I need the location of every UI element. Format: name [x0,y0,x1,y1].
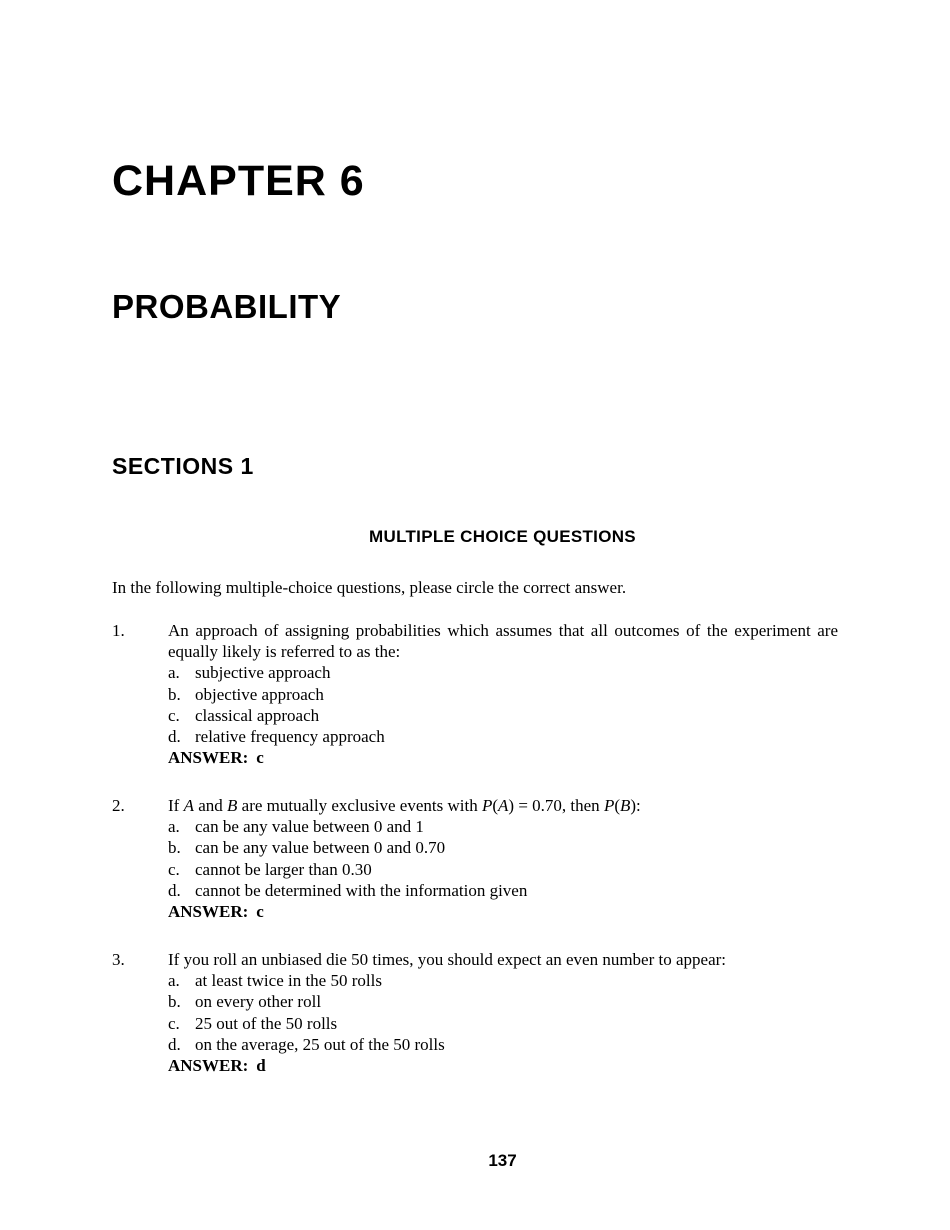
answer-value: c [256,902,264,922]
option-text: can be any value between 0 and 0.70 [195,838,446,858]
option-text: can be any value between 0 and 1 [195,817,424,837]
option-d [168,726,838,747]
section-heading: SECTIONS 1 [112,453,254,479]
answer-value: d [256,1056,266,1076]
option-letter: a. [168,971,180,991]
option-text: objective approach [195,684,324,704]
option-letter: c. [168,859,180,879]
option-a [168,816,838,837]
option-letter: b. [168,838,181,858]
option-text: at least twice in the 50 rolls [195,971,382,991]
option-text: 25 out of the 50 rolls [195,1013,338,1033]
option-d [168,1034,838,1055]
question-number: 2. [112,796,125,815]
option-a [168,662,838,683]
question-number: 3. [112,950,125,969]
option-letter: c. [168,705,180,725]
option-text: relative frequency approach [195,727,385,747]
subheading: MULTIPLE CHOICE QUESTIONS [369,527,636,546]
option-text: subjective approach [195,663,331,683]
option-letter: d. [168,727,181,747]
option-c [168,705,838,726]
chapter-heading: CHAPTER 6 [112,157,365,205]
option-a [168,970,838,991]
answer-label: ANSWER: [168,748,249,768]
option-text: classical approach [195,705,320,725]
option-letter: d. [168,1034,181,1054]
option-letter: d. [168,880,181,900]
option-letter: b. [168,992,181,1012]
option-letter: a. [168,663,180,683]
question-2 [112,795,838,922]
question-number: 1. [112,621,125,640]
option-c [168,859,838,880]
question-text: If A and B are mutually exclusive events with P(A) = 0.70, then P(B): [168,796,641,815]
answer-label: ANSWER: [168,1056,249,1076]
option-b [168,991,838,1012]
question-text: If you roll an unbiased die 50 times, you should expect an even number to appear: [168,950,727,969]
question-3 [112,949,838,1076]
answer-label: ANSWER: [168,902,249,922]
question-text: An approach of assigning probabilities which assumes that all outcomes of the experiment are equally likely is referred to as the: [168,621,838,662]
page-number: 137 [488,1151,517,1170]
instructions-text: In the following multiple-choice questions, please circle the correct answer. [112,578,627,597]
option-text: on every other roll [195,992,322,1012]
option-b [168,684,838,705]
option-letter: c. [168,1013,180,1033]
answer-line [168,901,838,922]
question-1 [112,620,838,768]
option-text: cannot be larger than 0.30 [195,859,372,879]
option-text: cannot be determined with the information given [195,880,528,900]
option-letter: b. [168,684,181,704]
option-b [168,837,838,858]
option-text: on the average, 25 out of the 50 rolls [195,1034,445,1054]
option-d [168,880,838,901]
option-letter: a. [168,817,180,837]
chapter-title: PROBABILITY [112,288,342,325]
answer-line [168,747,838,768]
answer-value: c [256,748,264,768]
answer-line [168,1055,838,1076]
option-c [168,1013,838,1034]
